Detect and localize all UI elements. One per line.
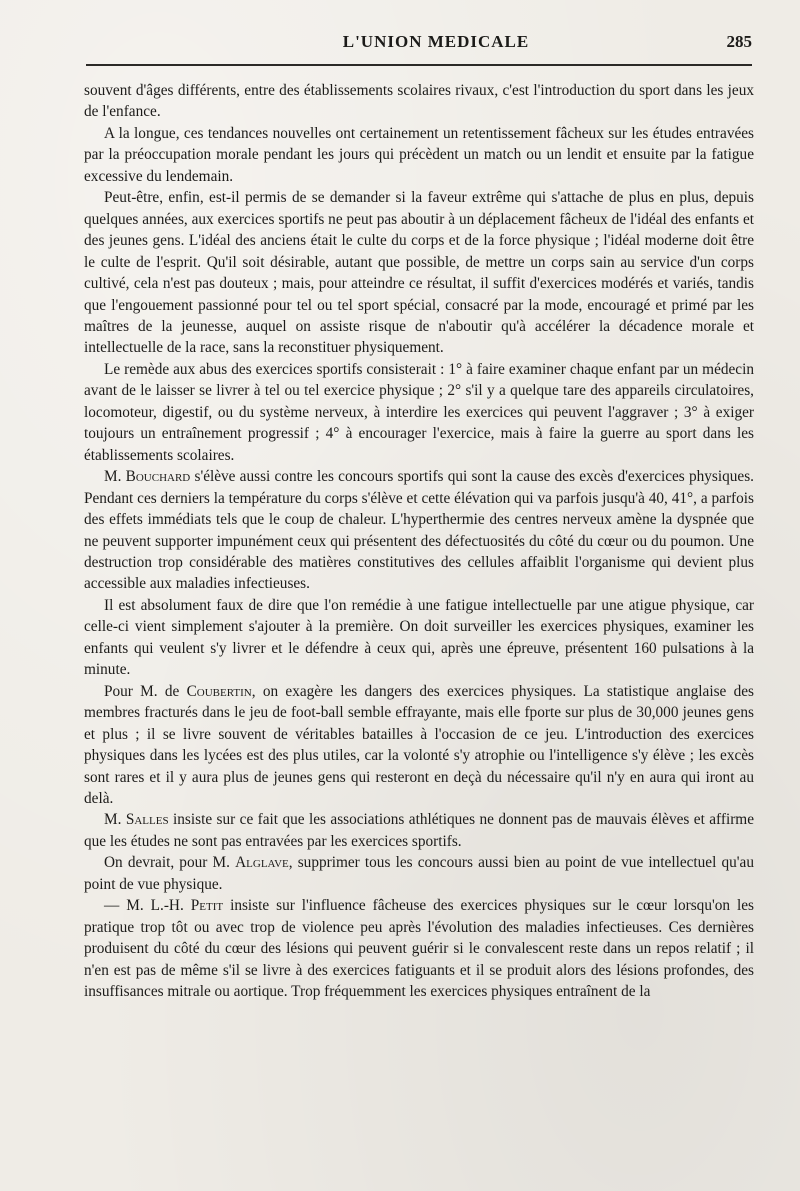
paragraph-5 xyxy=(84,466,754,595)
speaker-name: Salles xyxy=(125,811,169,829)
paragraph-text: Il est absolument faux de dire que l'on remédie à une fatigue intellectuelle par une atigue physique, car celle-ci vient simplement s'ajouter à la première. On doit surveiller les exercices physiques, examiner les enfants qui veulent s'y livrer et le défendre à ceux qui, après une épreuve, présentent 160 pulsations à la minute. xyxy=(84,596,754,679)
paragraph-prefix: M. xyxy=(104,468,126,486)
paragraph-6 xyxy=(84,595,754,681)
speaker-name: Bouchard xyxy=(125,468,191,486)
paragraph-9 xyxy=(84,852,754,895)
paragraph-text: Le remède aux abus des exercices sportifs consisterait : 1° à faire examiner chaque enfant par un médecin avant de le laisser se livrer à tel ou tel exercice physique ; 2° s'il y a quelque tare des appareils circulatoires, locomoteur, digestif, ou du système nerveux, à interdire les exercices qui peuvent l'aggraver ; 3° à exiger toujours un entraînement progressif ; 4° à encourager l'exercice, mais à faire la guerre au sport dans les établissements scolaires. xyxy=(84,360,754,464)
paragraph-prefix: M. xyxy=(104,811,126,829)
paragraph-text: s'élève aussi contre les concours sportifs qui sont la cause des excès d'exercices physiques. Pendant ces derniers la température du corps s'élève et cette élévation qui va parfois jusqu'à 40, 41°, a parfois des effets immédiats tels que le coup de chaleur. L'hyperthermie des centres nerveux amène la dyspnée que ne peuvent supporter impunément ceux qui présentent des défectuosités du côté du cœur ou du poumon. Une destruction trop considérable des matières constitutives des cellules affaiblit l'organisme qui devient plus accessible aux maladies infectieuses. xyxy=(84,468,754,593)
paragraph-text: insiste sur ce fait que les associations athlétiques ne donnent pas de mauvais élèves et affirme que les études ne sont pas entravées par les exercices sportifs. xyxy=(84,811,754,850)
paragraph-text: , supprimer tous les concours aussi bien au point de vue intellectuel qu'au point de vue physique. xyxy=(84,854,754,893)
paragraph-4 xyxy=(84,359,754,466)
article-body xyxy=(84,80,754,1002)
paragraph-text: , on exagère les dangers des exercices physiques. La statistique anglaise des membres fracturés dans le jeu de foot-ball semble effrayante, mais elle fporte sur plus de 30,000 jeunes gens et plus ; il se livre souvent de véritables batailles à l'occasion de ce jeu. L'introduction des exercices physiques dans les lycées est des plus utiles, car la volonté s'y atrophie ou l'intelligence s'y élève ; les excès sont rares et il y aura plus de jeunes gens qui resteront en deçà du nécessaire qu'il n'y en aura qui iront au delà. xyxy=(84,682,754,807)
paragraph-text: insiste sur l'influence fâcheuse des exercices physiques sur le cœur lorsqu'on les pratique trop tôt ou avec trop de violence peu après l'évolution des maladies infectieuses. Ces dernières produisent du côté du cœur des lésions qui peuvent guérir si le convalescent reste dans un repos relatif ; il n'en est pas de même s'il se livre à des exercices fatiguants et il se produit alors des lésions profondes, des insuffisances mitrale ou aortique. Trop fréquemment les exercices physiques entraînent de la xyxy=(84,897,754,1001)
header-rule xyxy=(86,64,752,66)
running-title: L'UNION MEDICALE xyxy=(342,32,530,51)
speaker-name: Alglave xyxy=(235,854,289,872)
paragraph-7 xyxy=(84,681,754,810)
paragraph-10 xyxy=(84,895,754,1002)
paragraph-text: Peut-être, enfin, est-il permis de se demander si la faveur extrême qui s'attache de plus en plus, depuis quelques années, aux exercices sportifs ne peut pas aboutir à un déplacement fâcheux de l'idéal des enfants et des jeunes gens. L'idéal des anciens était le culte du corps et de la force physique ; l'idéal moderne doit être le culte de l'esprit. Qu'il soit désirable, autant que possible, de mettre un corps sain au service d'un corps cultivé, cela n'est pas douteux ; mais, pour atteindre ce résultat, il suffit d'exercices modérés et variés, tandis que l'engouement passionné pour tel ou tel sport spécial, consacré par la mode, encouragé et primé par les maîtres de la jeunesse, auquel on assiste risque de n'aboutir qu'à accélérer la décadence morale et intellectuelle de la race, sans la reconstituer physiquement. xyxy=(84,189,754,357)
paragraph-8 xyxy=(84,809,754,852)
page-number: 285 xyxy=(726,32,752,51)
paragraph-prefix: On devrait, pour M. xyxy=(104,854,236,872)
paragraph-1 xyxy=(84,80,754,123)
speaker-name: Coubertin xyxy=(186,682,252,700)
paragraph-prefix: — M. L.-H. xyxy=(104,897,191,915)
paragraph-text: souvent d'âges différents, entre des établissements scolaires rivaux, c'est l'introduction du sport dans les jeux de l'enfance. xyxy=(84,82,754,121)
paragraph-prefix: Pour M. de xyxy=(104,682,187,700)
paragraph-text: A la longue, ces tendances nouvelles ont certainement un retentissement fâcheux sur les études entravées par la préoccupation morale pendant les jours qui précèdent un match ou un lendit et ensuite par la fatigue excessive du lendemain. xyxy=(84,124,754,185)
speaker-name: Petit xyxy=(190,897,224,915)
page-header xyxy=(80,32,752,56)
paragraph-3 xyxy=(84,187,754,359)
paragraph-2 xyxy=(84,123,754,187)
